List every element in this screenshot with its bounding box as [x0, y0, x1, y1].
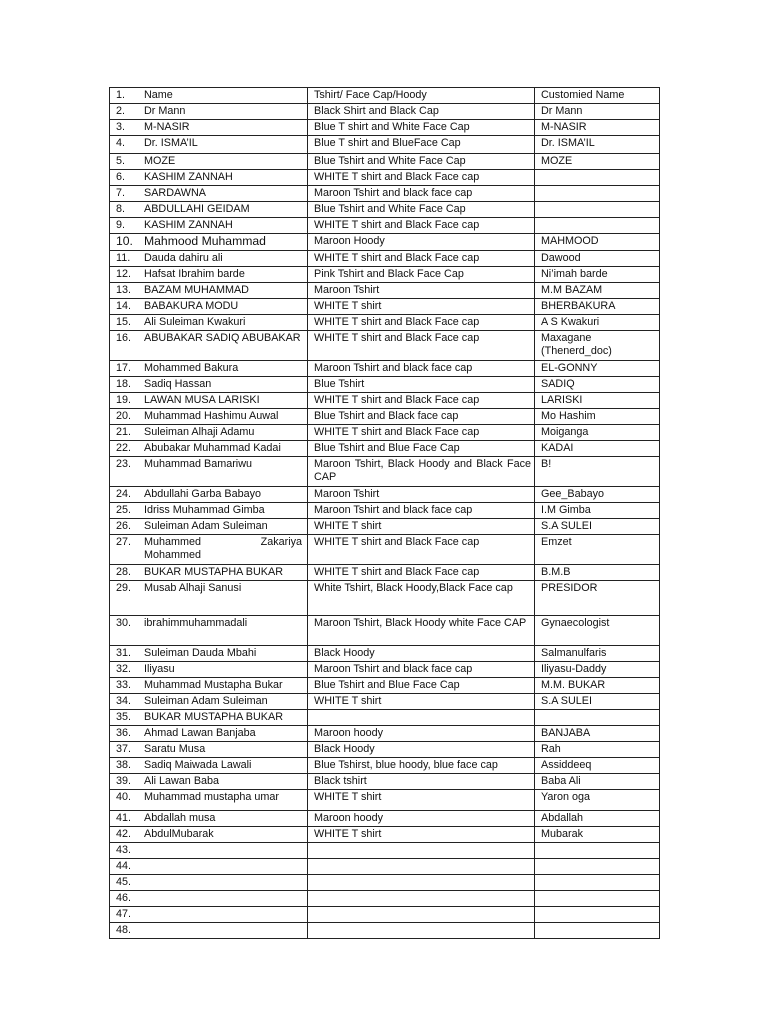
row-number: 15. — [116, 316, 132, 328]
person-name: Hafsat Ibrahim barde — [144, 268, 245, 280]
table-row — [110, 361, 660, 377]
name-cell — [110, 104, 308, 120]
person-name: Mohammed Bakura — [144, 362, 239, 374]
custom-name: Gynaecologist — [535, 616, 660, 646]
name-cell — [110, 441, 308, 457]
apparel-item: Maroon Tshirt — [308, 283, 535, 299]
table-row — [110, 616, 660, 646]
person-name: Saratu Musa — [144, 743, 206, 755]
apparel-item: WHITE T shirt — [308, 299, 535, 315]
apparel-item: WHITE T shirt and Black Face cap — [308, 565, 535, 581]
name-cell — [110, 136, 308, 154]
person-name: Mahmood Muhammad — [144, 234, 266, 248]
custom-name — [535, 923, 660, 939]
custom-name: Yaron oga — [535, 790, 660, 811]
name-cell — [110, 202, 308, 218]
table-row — [110, 377, 660, 393]
row-number: 24. — [116, 488, 132, 500]
table-row — [110, 457, 660, 487]
table-row — [110, 503, 660, 519]
table-row — [110, 923, 660, 939]
custom-name: Gee_Babayo — [535, 487, 660, 503]
custom-name — [535, 859, 660, 875]
table-row — [110, 581, 660, 616]
row-number: 38. — [116, 759, 132, 771]
person-name: Iliyasu — [144, 663, 175, 675]
person-name: KASHIM ZANNAH — [144, 171, 233, 183]
apparel-item: Black tshirt — [308, 774, 535, 790]
apparel-item: WHITE T shirt and Black Face cap — [308, 425, 535, 441]
table-row — [110, 425, 660, 441]
person-name: Idriss Muhammad Gimba — [144, 504, 265, 516]
row-number: 5. — [116, 155, 126, 167]
table-row — [110, 519, 660, 535]
table-row — [110, 283, 660, 299]
person-name: Suleiman Adam Suleiman — [144, 695, 268, 707]
person-name: Muhammed Zakariya Mohammed — [144, 536, 302, 561]
row-number: 2. — [116, 105, 126, 117]
table-row — [110, 331, 660, 361]
person-name: BABAKURA MODU — [144, 300, 239, 312]
custom-name — [535, 170, 660, 186]
name-cell — [110, 519, 308, 535]
custom-name — [535, 875, 660, 891]
custom-name: Dr Mann — [535, 104, 660, 120]
row-number: 32. — [116, 663, 132, 675]
table-row — [110, 409, 660, 425]
name-cell — [110, 742, 308, 758]
custom-name: Moiganga — [535, 425, 660, 441]
person-name: Dr Mann — [144, 105, 186, 117]
order-table — [109, 87, 660, 939]
person-name: KASHIM ZANNAH — [144, 219, 233, 231]
table-row — [110, 891, 660, 907]
table-row — [110, 202, 660, 218]
custom-name: I.M Gimba — [535, 503, 660, 519]
apparel-item: Black Hoody — [308, 646, 535, 662]
person-name: BUKAR MUSTAPHA BUKAR — [144, 566, 283, 578]
apparel-item: Blue Tshirt and Blue Face Cap — [308, 678, 535, 694]
table-row — [110, 120, 660, 136]
table-row — [110, 678, 660, 694]
row-number: 26. — [116, 520, 132, 532]
row-number: 40. — [116, 791, 132, 803]
apparel-item: Maroon Tshirt and black face cap — [308, 503, 535, 519]
row-number: 13. — [116, 284, 132, 296]
row-number: 46. — [116, 892, 132, 904]
row-number: 1. — [116, 89, 126, 101]
name-cell — [110, 535, 308, 565]
custom-name: Iliyasu-Daddy — [535, 662, 660, 678]
custom-name: EL-GONNY — [535, 361, 660, 377]
custom-name: MAHMOOD — [535, 234, 660, 251]
custom-name: S.A SULEI — [535, 519, 660, 535]
apparel-item — [308, 875, 535, 891]
apparel-item: WHITE T shirt and Black Face cap — [308, 315, 535, 331]
row-number: 43. — [116, 844, 132, 856]
table-row — [110, 758, 660, 774]
row-number: 4. — [116, 137, 126, 149]
person-name: SARDAWNA — [144, 187, 206, 199]
custom-name: Baba Ali — [535, 774, 660, 790]
custom-name: MOZE — [535, 154, 660, 170]
table-row — [110, 535, 660, 565]
person-name: Ahmad Lawan Banjaba — [144, 727, 256, 739]
table-row — [110, 186, 660, 202]
apparel-item: Maroon Tshirt and black face cap — [308, 662, 535, 678]
row-number: 20. — [116, 410, 132, 422]
custom-name: LARISKI — [535, 393, 660, 409]
table-row — [110, 154, 660, 170]
name-cell — [110, 120, 308, 136]
apparel-item: Maroon Hoody — [308, 234, 535, 251]
name-cell — [110, 662, 308, 678]
person-name: BAZAM MUHAMMAD — [144, 284, 249, 296]
row-number: 14. — [116, 300, 132, 312]
person-name: Sadiq Hassan — [144, 378, 212, 390]
name-cell — [110, 487, 308, 503]
row-number: 21. — [116, 426, 132, 438]
name-cell — [110, 218, 308, 234]
row-number: 48. — [116, 924, 132, 936]
table-row — [110, 251, 660, 267]
name-cell — [110, 283, 308, 299]
table-row — [110, 811, 660, 827]
header-custom-name: Customied Name — [535, 88, 660, 104]
row-number: 33. — [116, 679, 132, 691]
apparel-item — [308, 843, 535, 859]
person-name: ibrahimmuhammadali — [144, 617, 248, 629]
apparel-item: Maroon Tshirt and black face cap — [308, 186, 535, 202]
person-name: Suleiman Alhaji Adamu — [144, 426, 255, 438]
custom-name: B.M.B — [535, 565, 660, 581]
apparel-item: WHITE T shirt — [308, 694, 535, 710]
name-cell — [110, 891, 308, 907]
person-name: Ali Suleiman Kwakuri — [144, 316, 246, 328]
apparel-item: Pink Tshirt and Black Face Cap — [308, 267, 535, 283]
apparel-item — [308, 923, 535, 939]
person-name: Muhammad Hashimu Auwal — [144, 410, 279, 422]
name-cell — [110, 299, 308, 315]
person-name: Muhammad Mustapha Bukar — [144, 679, 283, 691]
apparel-item: Blue Tshirt — [308, 377, 535, 393]
name-cell — [110, 859, 308, 875]
apparel-item: Blue T shirt and BlueFace Cap — [308, 136, 535, 154]
apparel-item: Maroon Tshirt, Black Hoody and Black Face CAP — [308, 457, 535, 487]
apparel-item: WHITE T shirt and Black Face cap — [308, 535, 535, 565]
custom-name: A S Kwakuri — [535, 315, 660, 331]
name-cell — [110, 616, 308, 646]
name-cell — [110, 710, 308, 726]
custom-name: M-NASIR — [535, 120, 660, 136]
table-row — [110, 726, 660, 742]
apparel-item: WHITE T shirt and Black Face cap — [308, 331, 535, 361]
person-name: Ali Lawan Baba — [144, 775, 220, 787]
person-name: AbdulMubarak — [144, 828, 214, 840]
name-cell — [110, 425, 308, 441]
row-number: 44. — [116, 860, 132, 872]
apparel-item: Black Shirt and Black Cap — [308, 104, 535, 120]
apparel-item: Blue Tshirt and White Face Cap — [308, 202, 535, 218]
apparel-item: WHITE T shirt and Black Face cap — [308, 170, 535, 186]
row-number: 35. — [116, 711, 132, 723]
row-number: 12. — [116, 268, 132, 280]
apparel-item: Maroon Tshirt and black face cap — [308, 361, 535, 377]
row-number: 47. — [116, 908, 132, 920]
row-number: 34. — [116, 695, 132, 707]
table-row — [110, 774, 660, 790]
name-cell — [110, 923, 308, 939]
custom-name — [535, 202, 660, 218]
person-name: BUKAR MUSTAPHA BUKAR — [144, 711, 283, 723]
name-cell — [110, 331, 308, 361]
person-name: M-NASIR — [144, 121, 190, 133]
custom-name: Assiddeeq — [535, 758, 660, 774]
custom-name: M.M. BUKAR — [535, 678, 660, 694]
name-cell — [110, 694, 308, 710]
name-cell — [110, 170, 308, 186]
person-name: Muhammad mustapha umar — [144, 791, 280, 803]
row-number: 17. — [116, 362, 132, 374]
apparel-item: Blue Tshirt and Black face cap — [308, 409, 535, 425]
custom-name: Mubarak — [535, 827, 660, 843]
custom-name — [535, 710, 660, 726]
name-cell — [110, 315, 308, 331]
name-cell — [110, 361, 308, 377]
apparel-item — [308, 891, 535, 907]
name-cell — [110, 409, 308, 425]
name-cell — [110, 154, 308, 170]
row-number: 27. — [116, 536, 132, 548]
custom-name: SADIQ — [535, 377, 660, 393]
row-number: 23. — [116, 458, 132, 470]
row-number: 11. — [116, 252, 131, 264]
custom-name: Emzet — [535, 535, 660, 565]
custom-name: Dr. ISMA’IL — [535, 136, 660, 154]
person-name: Dauda dahiru ali — [144, 252, 223, 264]
apparel-item: White Tshirt, Black Hoody,Black Face cap — [308, 581, 535, 616]
row-number: 29. — [116, 582, 132, 594]
order-table-body — [110, 88, 660, 939]
person-name: Dr. ISMA’IL — [144, 137, 198, 149]
name-cell — [110, 251, 308, 267]
row-number: 37. — [116, 743, 132, 755]
person-name: MOZE — [144, 155, 176, 167]
custom-name: PRESIDOR — [535, 581, 660, 616]
name-cell — [110, 875, 308, 891]
person-name: LAWAN MUSA LARISKI — [144, 394, 260, 406]
table-row — [110, 694, 660, 710]
name-cell — [110, 565, 308, 581]
apparel-item — [308, 710, 535, 726]
apparel-item: WHITE T shirt — [308, 827, 535, 843]
custom-name: M.M BAZAM — [535, 283, 660, 299]
custom-name: Mo Hashim — [535, 409, 660, 425]
custom-name — [535, 186, 660, 202]
row-number: 45. — [116, 876, 132, 888]
table-header-row — [110, 88, 660, 104]
apparel-item: Blue Tshirt and Blue Face Cap — [308, 441, 535, 457]
apparel-item: Blue Tshirt and White Face Cap — [308, 154, 535, 170]
apparel-item: WHITE T shirt and Black Face cap — [308, 218, 535, 234]
apparel-item: WHITE T shirt and Black Face cap — [308, 393, 535, 409]
person-name: Abdallah musa — [144, 812, 216, 824]
name-cell — [110, 581, 308, 616]
custom-name: B! — [535, 457, 660, 487]
apparel-item: Blue T shirt and White Face Cap — [308, 120, 535, 136]
row-number: 42. — [116, 828, 132, 840]
name-cell — [110, 646, 308, 662]
name-cell — [110, 234, 308, 251]
apparel-item: Blue Tshirst, blue hoody, blue face cap — [308, 758, 535, 774]
table-row — [110, 393, 660, 409]
person-name: Sadiq Maiwada Lawali — [144, 759, 252, 771]
name-cell — [110, 377, 308, 393]
person-name: Abdullahi Garba Babayo — [144, 488, 262, 500]
name-cell — [110, 678, 308, 694]
custom-name: S.A SULEI — [535, 694, 660, 710]
name-cell — [110, 843, 308, 859]
row-number: 30. — [116, 617, 132, 629]
table-row — [110, 662, 660, 678]
table-row — [110, 299, 660, 315]
row-number: 36. — [116, 727, 132, 739]
table-row — [110, 104, 660, 120]
custom-name: KADAI — [535, 441, 660, 457]
table-row — [110, 218, 660, 234]
row-number: 39. — [116, 775, 132, 787]
table-row — [110, 875, 660, 891]
name-cell — [110, 267, 308, 283]
row-number: 19. — [116, 394, 132, 406]
name-cell — [110, 907, 308, 923]
row-number: 3. — [116, 121, 126, 133]
apparel-item: Maroon Tshirt — [308, 487, 535, 503]
custom-name — [535, 891, 660, 907]
table-row — [110, 234, 660, 251]
table-row — [110, 170, 660, 186]
table-row — [110, 859, 660, 875]
table-row — [110, 843, 660, 859]
row-number: 9. — [116, 219, 126, 231]
table-row — [110, 646, 660, 662]
header-name: Name — [144, 89, 173, 101]
table-row — [110, 907, 660, 923]
apparel-item — [308, 859, 535, 875]
row-number: 7. — [116, 187, 126, 199]
apparel-item: WHITE T shirt — [308, 519, 535, 535]
name-cell — [110, 774, 308, 790]
custom-name: Ni’imah barde — [535, 267, 660, 283]
table-row — [110, 315, 660, 331]
name-cell — [110, 186, 308, 202]
row-number: 28. — [116, 566, 132, 578]
person-name: Suleiman Adam Suleiman — [144, 520, 268, 532]
table-row — [110, 827, 660, 843]
custom-name: BANJABA — [535, 726, 660, 742]
row-number: 10. — [116, 234, 133, 248]
table-row — [110, 441, 660, 457]
custom-name: Rah — [535, 742, 660, 758]
apparel-item: Black Hoody — [308, 742, 535, 758]
name-cell — [110, 393, 308, 409]
header-item: Tshirt/ Face Cap/Hoody — [308, 88, 535, 104]
apparel-item: Maroon hoody — [308, 726, 535, 742]
name-cell — [110, 726, 308, 742]
apparel-item: WHITE T shirt — [308, 790, 535, 811]
apparel-item — [308, 907, 535, 923]
table-row — [110, 710, 660, 726]
person-name: Suleiman Dauda Mbahi — [144, 647, 257, 659]
custom-name — [535, 843, 660, 859]
custom-name — [535, 218, 660, 234]
custom-name: Maxagane (Thenerd_doc) — [535, 331, 660, 361]
table-row — [110, 742, 660, 758]
custom-name: Abdallah — [535, 811, 660, 827]
name-cell — [110, 88, 308, 104]
row-number: 8. — [116, 203, 126, 215]
name-cell — [110, 827, 308, 843]
custom-name — [535, 907, 660, 923]
person-name: ABUBAKAR SADIQ ABUBAKAR — [144, 332, 301, 344]
person-name: Musab Alhaji Sanusi — [144, 582, 242, 594]
apparel-item: WHITE T shirt and Black Face cap — [308, 251, 535, 267]
name-cell — [110, 758, 308, 774]
name-cell — [110, 790, 308, 811]
table-row — [110, 790, 660, 811]
person-name: Abubakar Muhammad Kadai — [144, 442, 281, 454]
person-name: Muhammad Bamariwu — [144, 458, 253, 470]
apparel-item: Maroon Tshirt, Black Hoody white Face CAP — [308, 616, 535, 646]
name-cell — [110, 503, 308, 519]
table-row — [110, 487, 660, 503]
row-number: 16. — [116, 332, 132, 344]
row-number: 31. — [116, 647, 132, 659]
custom-name: Dawood — [535, 251, 660, 267]
custom-name: BHERBAKURA — [535, 299, 660, 315]
person-name: ABDULLAHI GEIDAM — [144, 203, 250, 215]
table-row — [110, 565, 660, 581]
table-row — [110, 267, 660, 283]
row-number: 6. — [116, 171, 126, 183]
name-cell — [110, 811, 308, 827]
row-number: 18. — [116, 378, 132, 390]
name-cell — [110, 457, 308, 487]
apparel-item: Maroon hoody — [308, 811, 535, 827]
row-number: 41. — [116, 812, 132, 824]
custom-name: Salmanulfaris — [535, 646, 660, 662]
row-number: 25. — [116, 504, 132, 516]
row-number: 22. — [116, 442, 132, 454]
table-row — [110, 136, 660, 154]
